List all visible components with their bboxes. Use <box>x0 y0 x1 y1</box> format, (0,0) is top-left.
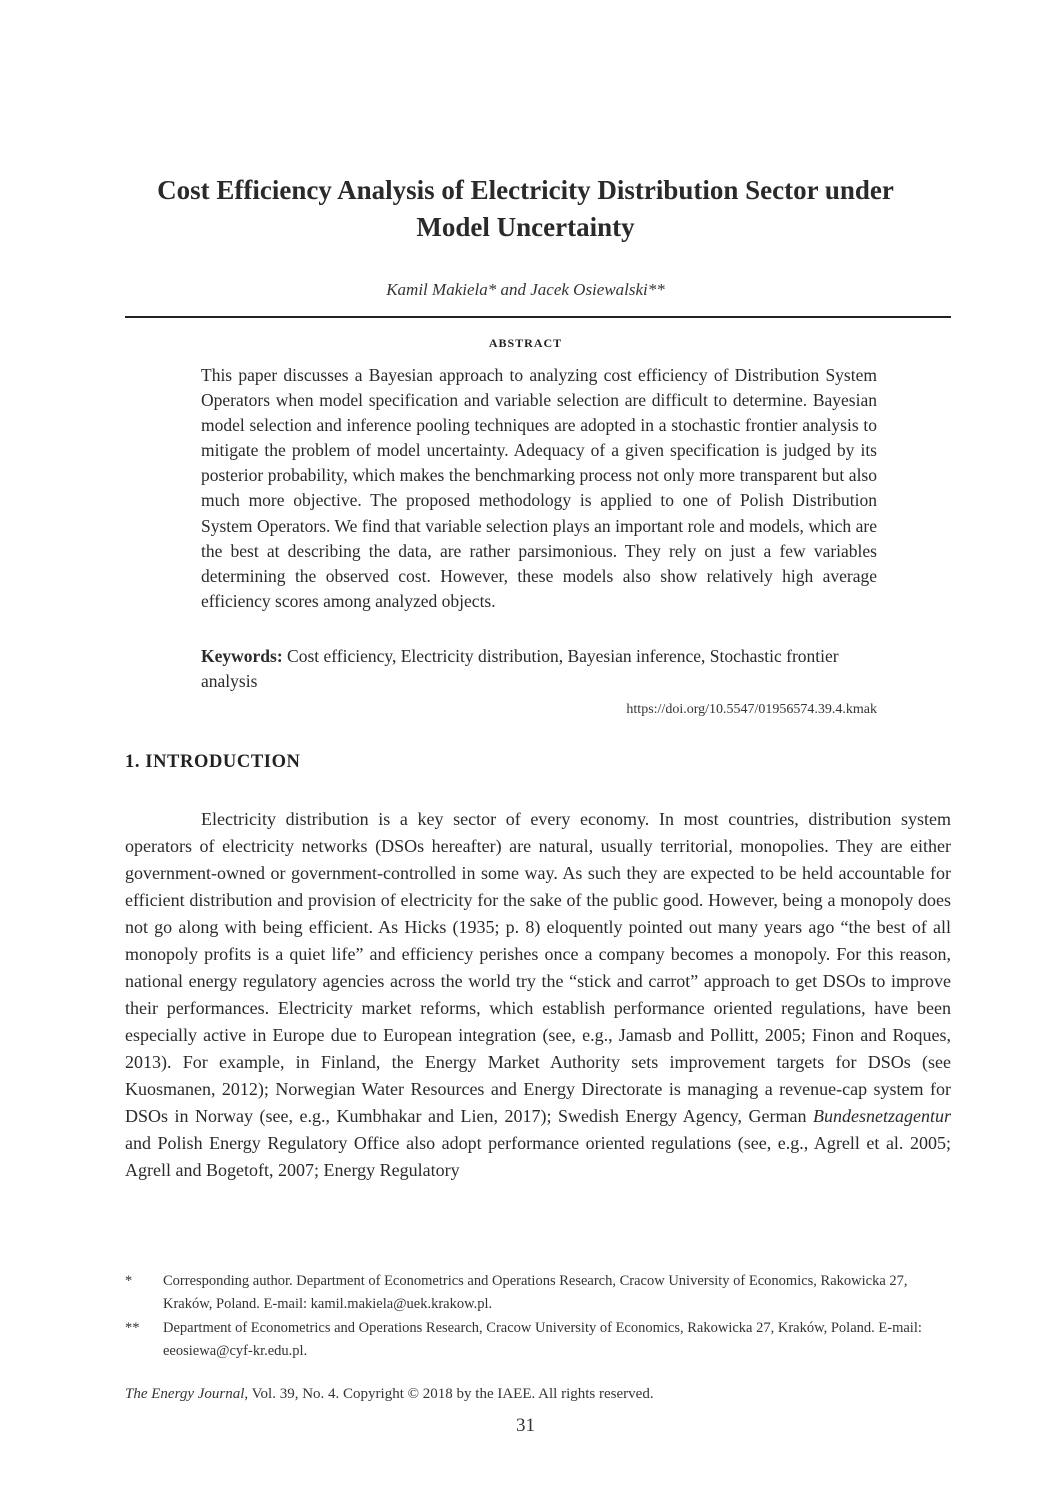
keywords-label: Keywords: <box>201 646 283 666</box>
keywords-text: Cost efficiency, Electricity distribution, Bayesian inference, Stochastic frontier analysis <box>201 646 839 691</box>
page-number: 31 <box>516 1415 535 1436</box>
body-paragraph <box>125 806 951 1184</box>
journal-footer <box>125 1386 654 1403</box>
keywords <box>201 644 877 694</box>
abstract <box>201 363 877 614</box>
title-line-2: Model Uncertainty <box>416 212 635 242</box>
footnote-1-text: Corresponding author. Department of Econometrics and Operations Research, Cracow University of Economics, Rakowicka 27, Kraków, Poland. E-mail: kamil.makiela@uek.krakow.pl. <box>163 1273 908 1312</box>
title-rule <box>125 316 951 318</box>
footnote-2-text: Department of Econometrics and Operations Research, Cracow University of Economics, Rakowicka 27, Kraków, Poland. E-mail: eeosiewa@cyf-kr.edu.pl. <box>163 1320 922 1359</box>
footnote-2-mark: ** <box>125 1320 140 1336</box>
body-text-start: Electricity distribution is a key sector of every economy. In most countries, distribution system operators of electricity networks (DSOs hereafter) are natural, usually territorial, monopolies. They are either government-owned or government-controlled in some way. As such they are expected to be held accountable for efficient distribution and provision of electricity for the sake of the public good. However, being a monopoly does not go along with being efficient. As Hicks (1935; p. 8) eloquently pointed out many years ago “the best of all monopoly profits is a quiet life” and efficiency perishes once a company becomes a monopoly. For this reason, national energy regulatory agencies across the world try the “stick and carrot” approach to get DSOs to improve their performances. Electricity market reforms, which establish performance oriented regulations, have been especially active in Europe due to European integration (see, e.g., Jamasb and Pollitt, 2005; Finon and Roques, 2013). For example, in Finland, the Energy Market Authority sets improvement targets for DSOs (see Kuosmanen, 2012); Norwegian Water Resources and Energy Directorate is managing a revenue-cap system for DSOs in Norway (see, e.g., Kumbhakar and Lien, 2017); Swedish Energy Agency, German <box>125 809 951 1126</box>
body-text <box>125 806 951 1184</box>
footnote-2 <box>125 1317 951 1362</box>
section-heading: 1. INTRODUCTION <box>125 752 301 772</box>
paper-title <box>100 172 951 246</box>
body-italic-term: Bundesnetzagentur <box>813 1106 951 1126</box>
doi-link[interactable]: https://doi.org/10.5547/01956574.39.4.kmak <box>626 702 877 717</box>
authors: Kamil Makiela* and Jacek Osiewalski** <box>386 280 665 299</box>
footnote-1 <box>125 1270 951 1315</box>
journal-name: The Energy Journal <box>125 1386 245 1402</box>
abstract-text: This paper discusses a Bayesian approach to analyzing cost efficiency of Distribution System Operators when model specification and variable selection are difficult to determine. Bayesian model selection and inference pooling techniques are adopted in a stochastic frontier analysis to mitigate the problem of model uncertainty. Adequacy of a given specification is judged by its posterior probability, which makes the benchmarking process not only more transparent but also much more objective. The proposed methodology is applied to one of Polish Distribution System Operators. We find that variable selection plays an important role and models, which are the best at describing the data, are rather parsimonious. They rely on just a few variables determining the observed cost. However, these models also show relatively high average efficiency scores among analyzed objects. <box>201 365 877 611</box>
title-line-1: Cost Efficiency Analysis of Electricity Distribution Sector under <box>157 175 894 205</box>
footer-copyright: , Vol. 39, No. 4. Copyright © 2018 by the IAEE. All rights reserved. <box>244 1386 654 1402</box>
body-text-end: and Polish Energy Regulatory Office also adopt performance oriented regulations (see, e.g., Agrell et al. 2005; Agrell and Bogetoft, 2007; Energy Regulatory <box>125 1133 951 1180</box>
footnote-1-mark: * <box>125 1273 133 1289</box>
abstract-heading: ABSTRACT <box>488 336 563 350</box>
